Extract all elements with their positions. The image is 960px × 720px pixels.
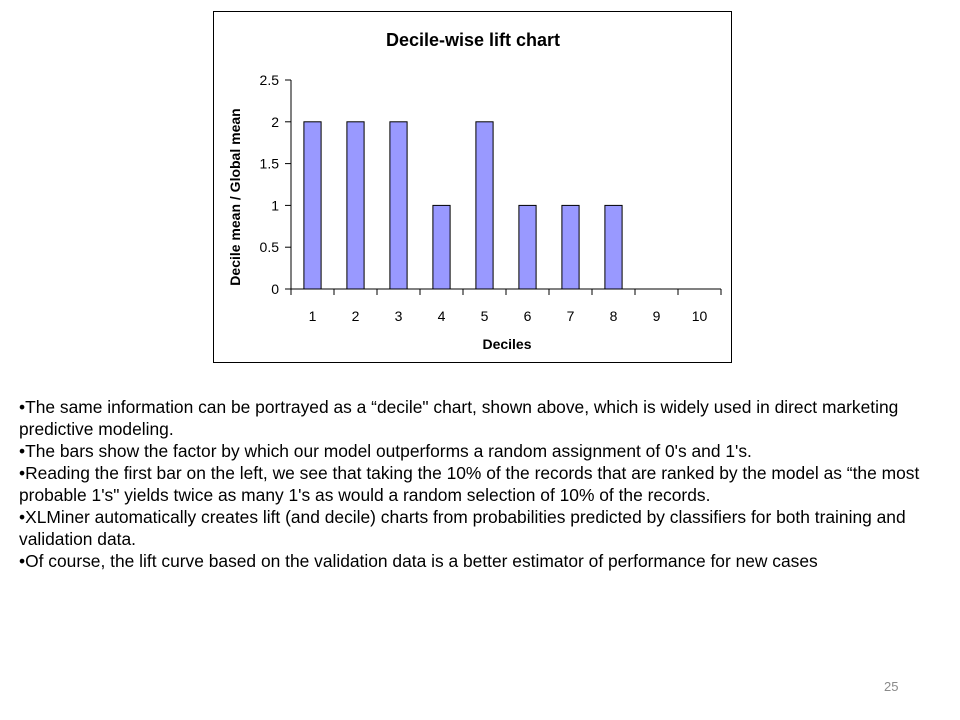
y-tick-label: 0.5	[259, 239, 279, 256]
y-tick-label: 1.5	[259, 155, 279, 172]
x-tick-label: 4	[437, 308, 446, 324]
bar-decile-6	[519, 205, 536, 289]
bullet-item: •The bars show the factor by which our model outperforms a random assignment of 0's and 1's.	[19, 441, 752, 461]
page-number: 25	[884, 679, 899, 694]
chart-title: Decile-wise lift chart	[385, 30, 561, 50]
y-tick-label: 2.5	[259, 72, 279, 88]
bar-decile-1	[304, 122, 321, 289]
bullet-list	[19, 396, 947, 572]
bar-decile-3	[390, 122, 407, 289]
y-axis-label: Decile mean / Global mean	[227, 108, 243, 286]
y-tick-label: 1	[271, 197, 279, 214]
bullet-item: •XLMiner automatically creates lift (and decile) charts from probabilities predicted by classifiers for both training and validation data.	[19, 507, 906, 549]
decile-lift-chart	[214, 12, 731, 362]
bullet-item: •Of course, the lift curve based on the validation data is a better estimator of performance for new cases	[19, 551, 818, 571]
x-tick-label: 3	[394, 308, 403, 324]
bar-decile-2	[347, 122, 364, 289]
x-axis-label: Deciles	[482, 336, 532, 352]
x-tick-label: 10	[691, 308, 708, 324]
bar-decile-5	[476, 122, 493, 289]
y-tick-label: 0	[271, 281, 279, 297]
x-tick-label: 9	[652, 308, 661, 324]
bullet-item: •Reading the first bar on the left, we see that taking the 10% of the records that are ranked by the model as “the most probable 1's" yields twice as many 1's as would a random selection of 10% of the records.	[19, 463, 920, 505]
y-tick-label: 2	[271, 113, 279, 130]
x-tick-label: 2	[351, 308, 360, 324]
x-tick-label: 6	[523, 308, 532, 324]
x-tick-label: 1	[308, 308, 317, 324]
x-tick-label: 7	[566, 308, 575, 324]
bar-decile-8	[605, 205, 622, 289]
x-tick-label: 8	[609, 308, 618, 324]
chart-frame	[213, 11, 732, 363]
bullet-item: •The same information can be portrayed as a “decile" chart, shown above, which is widely used in direct marketing predictive modeling.	[19, 397, 899, 439]
bar-decile-7	[562, 205, 579, 289]
x-tick-label: 5	[480, 308, 489, 324]
bar-decile-4	[433, 205, 450, 289]
